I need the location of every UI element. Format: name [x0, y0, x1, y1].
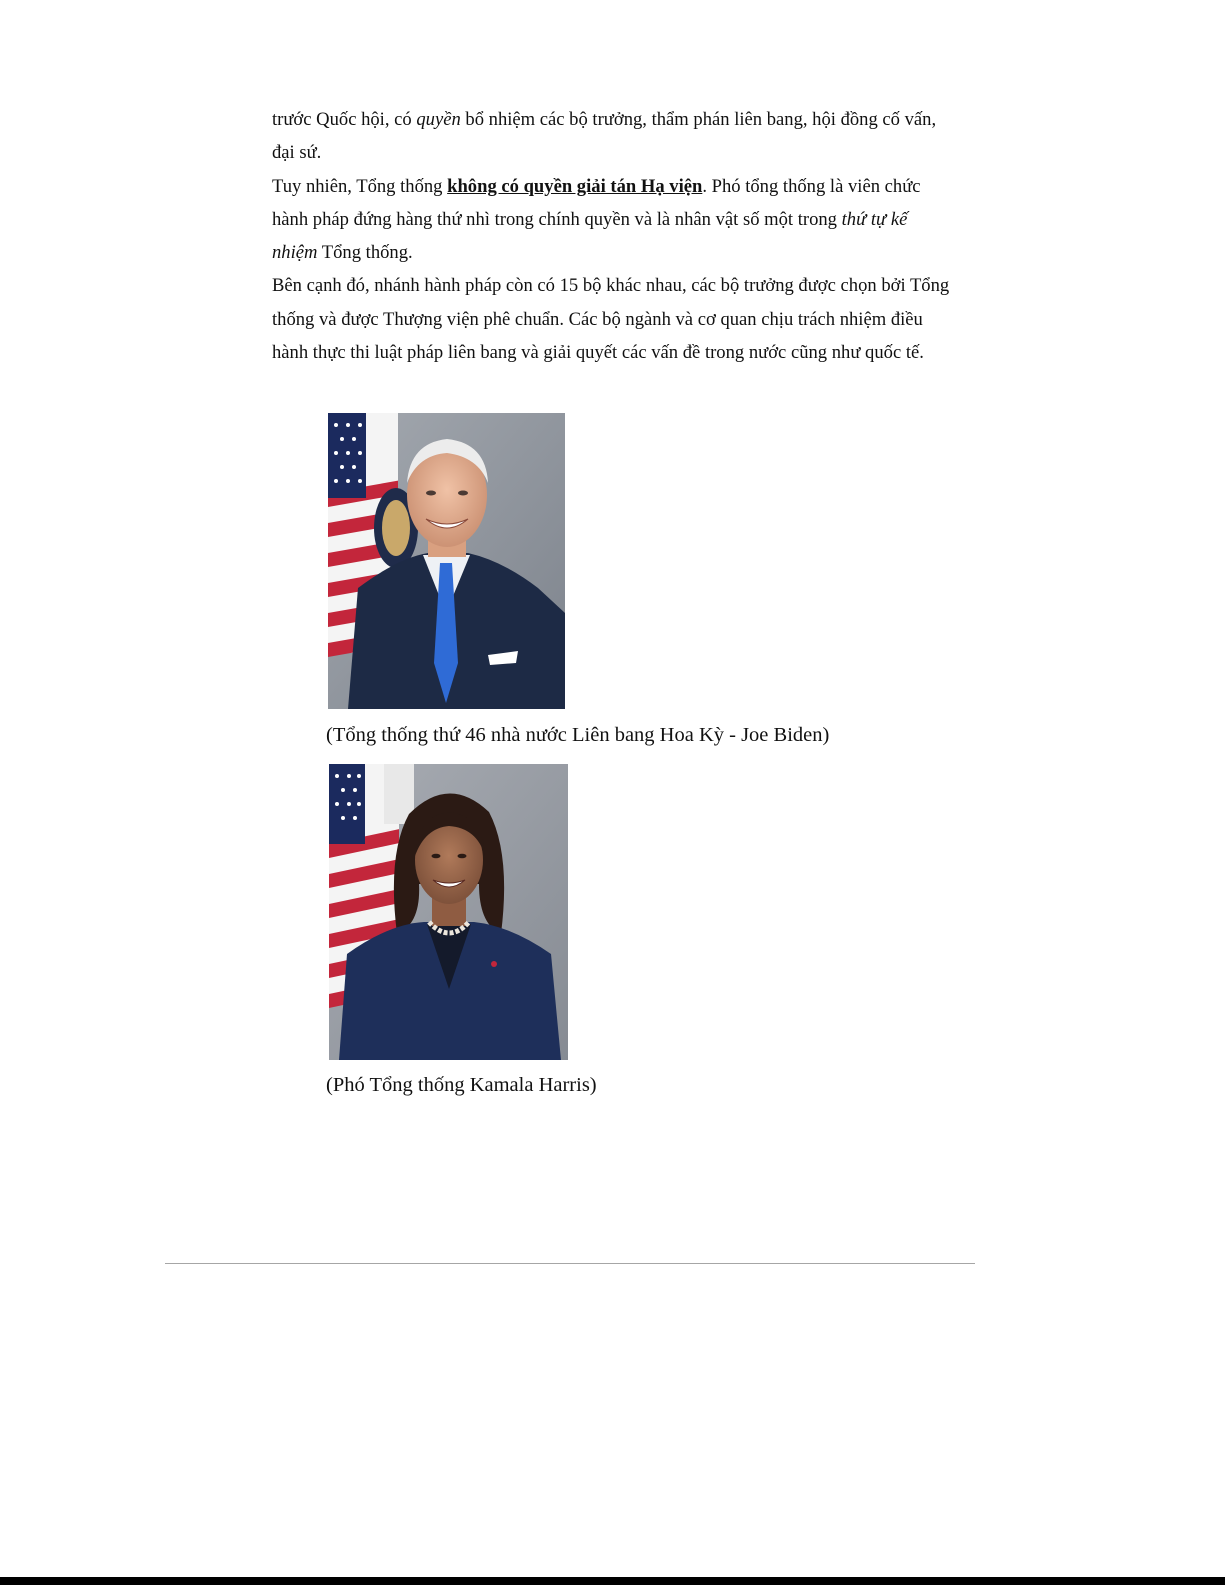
emphasis-link: không có quyền giải tán Hạ viện: [447, 175, 703, 197]
paragraph-2: Tuy nhiên, Tổng thống không có quyền giải tán Hạ viện. Phó tổng thống là viên chức hành pháp đứng hàng thứ nhì trong chính quyền và là nhân vật số một trong thứ tự kế nhiệm Tổng thống.: [272, 175, 921, 264]
paragraph-1: trước Quốc hội, có quyền bổ nhiệm các bộ trưởng, thẩm phán liên bang, hội đồng cố vấn, đại sứ.: [272, 109, 937, 164]
page-divider: [165, 1263, 975, 1264]
harris-caption: (Phó Tổng thống Kamala Harris): [326, 1074, 597, 1096]
body-text: [272, 103, 952, 369]
bottom-edge-bar: [0, 1577, 1225, 1585]
biden-caption: (Tổng thống thứ 46 nhà nước Liên bang Hoa Kỳ - Joe Biden): [326, 724, 830, 746]
harris-portrait-image: [329, 764, 568, 1060]
biden-portrait-image: [328, 413, 565, 709]
paragraph-3: Bên cạnh đó, nhánh hành pháp còn có 15 bộ khác nhau, các bộ trưởng được chọn bởi Tổng thống và được Thượng viện phê chuẩn. Các bộ ngành và cơ quan chịu trách nhiệm điều hành thực thi luật pháp liên bang và giải quyết các vấn đề trong nước cũng như quốc tế.: [272, 275, 950, 364]
